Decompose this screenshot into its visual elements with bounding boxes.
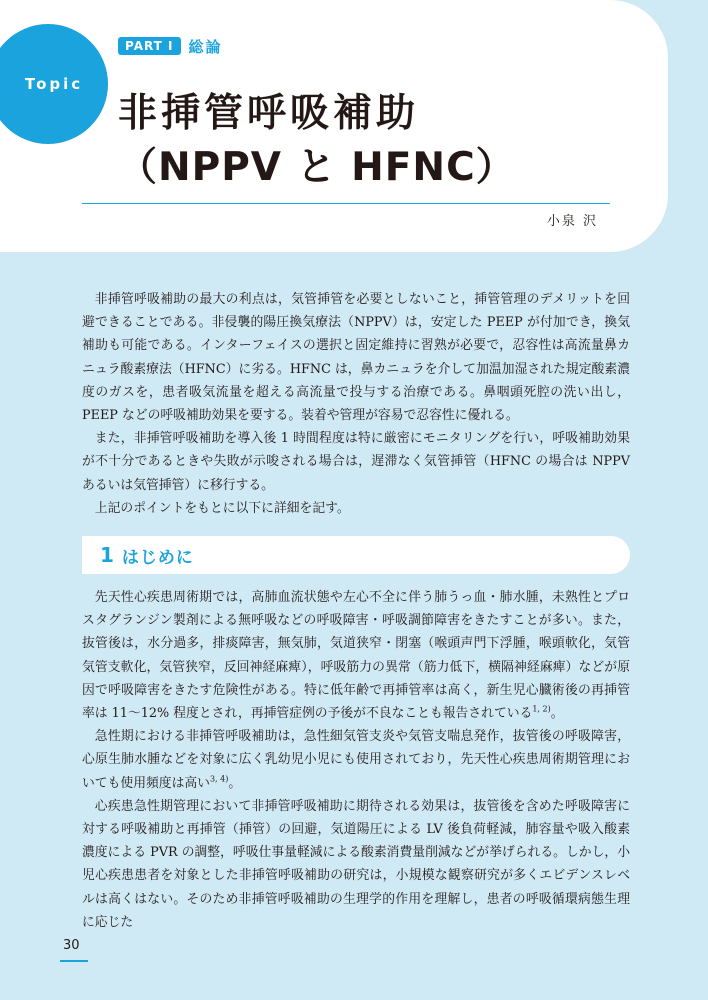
reference-marker: 3, 4) (209, 774, 229, 784)
section1-paragraph-1 (82, 586, 630, 725)
author-name: 小泉 沢 (546, 214, 598, 229)
part-name: 総論 (188, 37, 223, 56)
sentence-end: 。 (228, 775, 242, 791)
section1-paragraph-2-text: 急性期における非挿管呼吸補助は，急性細気管支炎や気管支喘息発作，抜管後の呼吸障害，心原生肺水腫などを対象に広く乳幼児小児にも使用されており，先天性心疾患周術期管理においても使用頻度は高い (82, 729, 630, 791)
section-title: はじめに (121, 547, 194, 568)
page-number: 30 (63, 938, 80, 953)
section1-paragraph-2 (82, 725, 630, 795)
section-heading (82, 536, 630, 574)
section1-text (82, 586, 630, 934)
title-divider (82, 203, 610, 204)
section1-paragraph-1-text: 先天性心疾患周術期では，高肺血流状態や左心不全に伴う肺うっ血・肺水腫，未熟性とプロスタグランジン製剤による無呼吸などの呼吸障害・呼吸調節障害をきたすことが多い。また，抜管後は，水分過多，排痰障害，無気肺，気道狭窄・閉塞（喉頭声門下浮腫，喉頭軟化，気管気管支軟化，気管狭窄，反回神経麻痺），呼吸筋力の異常（筋力低下，横隔神経麻痺）などが原因で呼吸障害をきたす危険性がある。特に低年齢で再挿管率は高く，新生児心臓術後の再挿管率は 11〜12% 程度とされ，再挿管症例の予後が不良なことも報告されている (82, 590, 630, 722)
page-title-line1: 非挿管呼吸補助 (118, 91, 420, 136)
part-row (118, 36, 223, 56)
part-badge: PART I (118, 37, 181, 55)
page-number-underline (60, 960, 88, 962)
page-title-line2: （NPPV と HFNC） (118, 145, 516, 190)
sentence-end: 。 (550, 706, 564, 722)
section-number: 1 (100, 543, 114, 567)
topic-circle (0, 24, 108, 144)
reference-marker: 1, 2) (532, 704, 551, 714)
section1-paragraph-3: 心疾患急性期管理において非挿管呼吸補助に期待される効果は，抜管後を含めた呼吸障害に対する呼吸補助と再挿管（挿管）の回避，気道陽圧による LV 後負荷軽減，肺容量や吸入酸素濃度による PVR の調整，呼吸仕事量軽減による酸素消費量削減などが挙げられる。しかし，小児心疾患患者を対象とした非挿管呼吸補助の研究は，小規模な観察研究が多くエビデンスレベルは高くはない。そのため非挿管呼吸補助の生理学的作用を理解し，患者の呼吸循環病態生理に応じた (82, 798, 630, 930)
intro-paragraph-3: 上記のポイントをもとに以下に詳細を記す。 (94, 500, 350, 516)
topic-label: Topic (24, 75, 84, 93)
intro-paragraph-2: また，非挿管呼吸補助を導入後 1 時間程度は特に厳密にモニタリングを行い，呼吸補助効果が不十分であるときや失敗が示唆される場合は，遅滞なく気管挿管（HFNC の場合は NPPV あるいは気管挿管）に移行する。 (82, 431, 630, 493)
intro-text (82, 288, 630, 520)
intro-paragraph-1: 非挿管呼吸補助の最大の利点は，気管挿管を必要としないこと，挿管管理のデメリットを回避できることである。非侵襲的陽圧換気療法（NPPV）は，安定した PEEP が付加でき，換気補助も可能である。インターフェイスの選択と固定維持に習熟が必要で，忍容性は高流量鼻カニュラ酸素療法（HFNC）に劣る。HFNC は，鼻カニュラを介して加温加湿された規定酸素濃度のガスを，患者吸気流量を超える高流量で投与する治療である。鼻咽頭死腔の洗い出し，PEEP などの呼吸補助効果を要する。装着や管理が容易で忍容性に優れる。 (82, 292, 630, 424)
header-card (0, 0, 668, 252)
